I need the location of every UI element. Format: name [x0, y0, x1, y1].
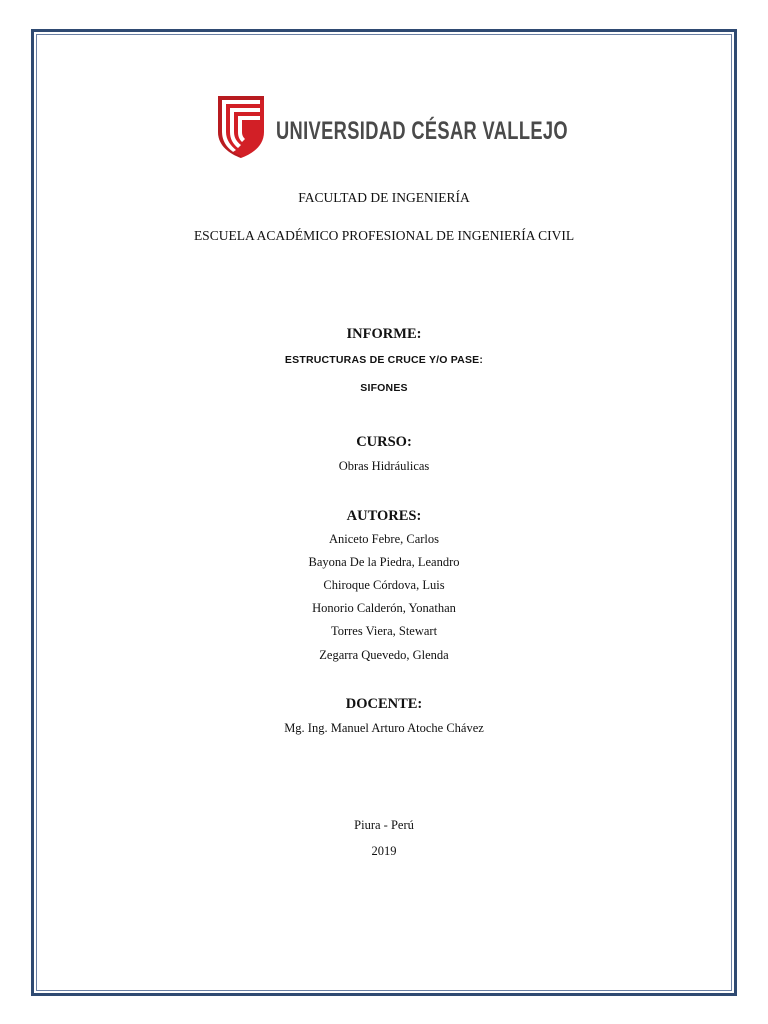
university-logo	[216, 94, 676, 160]
course-heading: CURSO:	[356, 434, 412, 450]
author-item: Zegarra Quevedo, Glenda	[319, 648, 449, 662]
university-shield-logo-icon	[216, 94, 676, 160]
author-item: Aniceto Febre, Carlos	[328, 532, 440, 546]
author-item: Torres Viera, Stewart	[330, 624, 438, 638]
teacher-name: Mg. Ing. Manuel Arturo Atoche Chávez	[284, 721, 484, 735]
location: Piura - Perú	[354, 818, 414, 832]
report-heading: INFORME:	[346, 326, 422, 342]
report-title-line2: SIFONES	[360, 382, 408, 394]
faculty-name: FACULTAD DE INGENIERÍA	[298, 190, 470, 205]
year: 2019	[371, 844, 397, 858]
university-name-logo-text: UNIVERSIDAD CÉSAR VALLEJO	[276, 117, 676, 145]
school-name: ESCUELA ACADÉMICO PROFESIONAL DE INGENIERÍA CIVIL	[193, 228, 575, 243]
teacher-heading: DOCENTE:	[345, 696, 423, 712]
author-item: Honorio Calderón, Yonathan	[312, 601, 456, 615]
course-name: Obras Hidráulicas	[338, 459, 430, 473]
author-item: Bayona De la Piedra, Leandro	[308, 555, 460, 569]
author-item: Chiroque Córdova, Luis	[323, 578, 445, 592]
report-title-line1: ESTRUCTURAS DE CRUCE Y/O PASE:	[284, 354, 484, 366]
authors-heading: AUTORES:	[346, 508, 422, 524]
